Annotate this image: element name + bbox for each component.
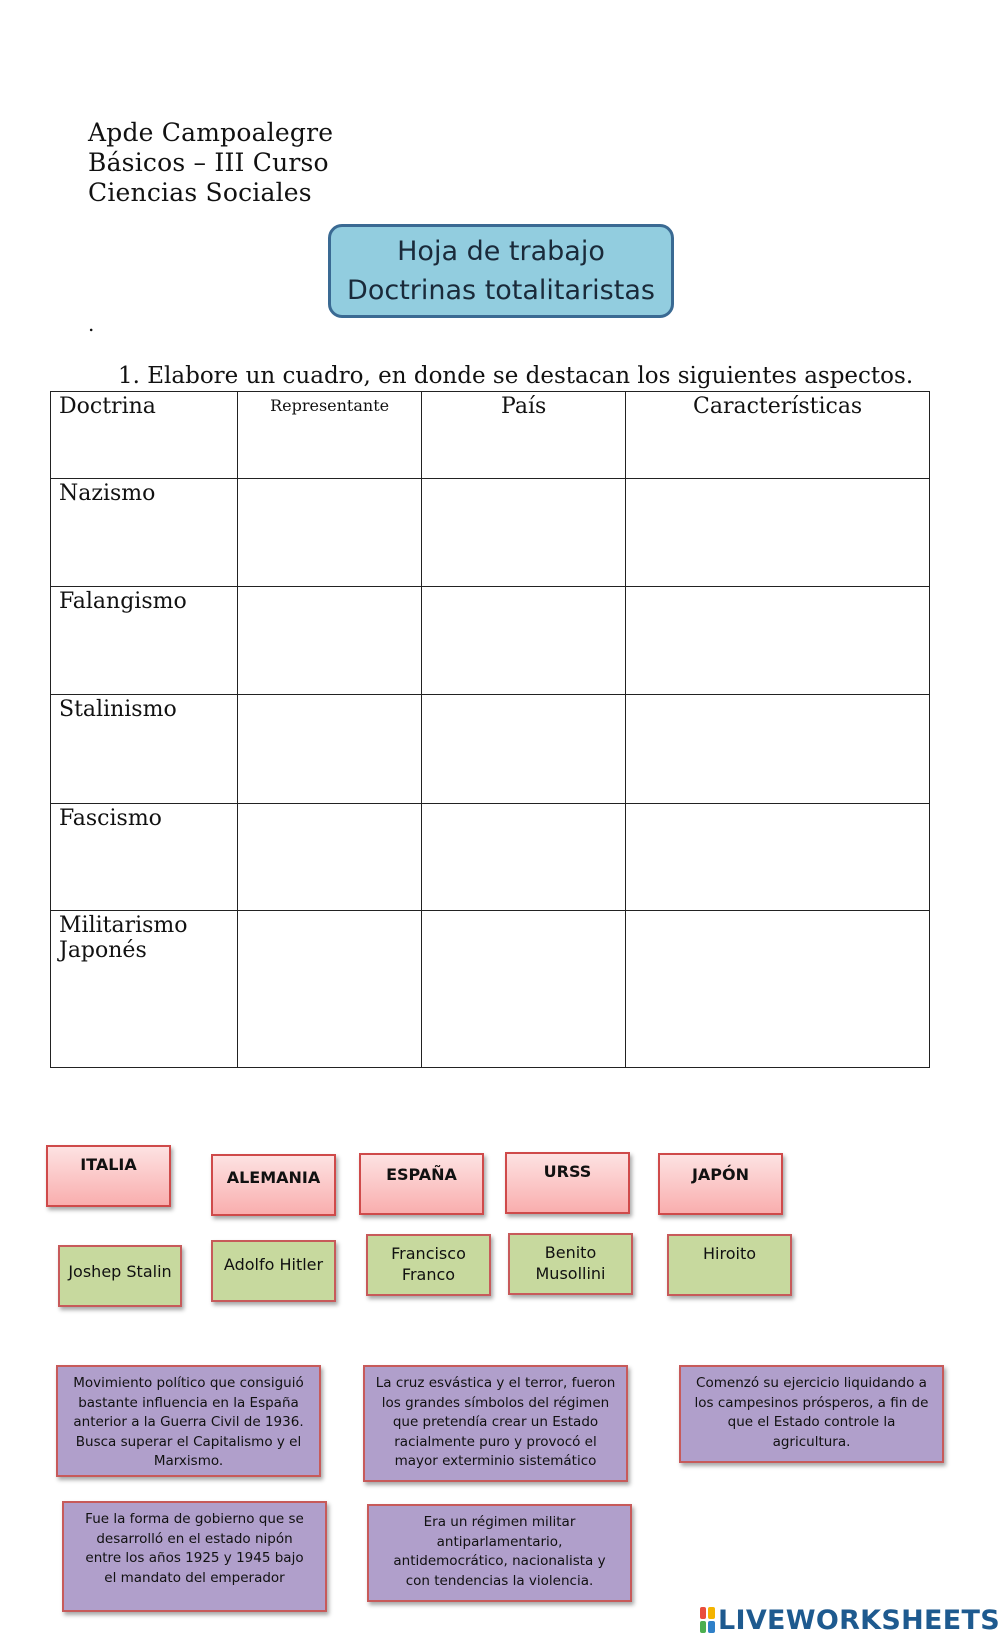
- description-card-stalinismo[interactable]: Comenzó su ejercicio liquidando a los campesinos prósperos, a fin de que el Estado controle la agricultura.: [679, 1365, 944, 1463]
- table-row: [51, 586, 930, 694]
- representative-card-hiroito[interactable]: Hiroito: [667, 1234, 792, 1296]
- characteristics-drop-zone[interactable]: [626, 694, 930, 803]
- representative-card-hitler[interactable]: Adolfo Hitler: [211, 1240, 336, 1302]
- liveworksheets-logo-text: LIVEWORKSHEETS: [717, 1604, 1000, 1636]
- characteristics-drop-zone[interactable]: [626, 586, 930, 694]
- table-row: [51, 910, 930, 1067]
- characteristics-drop-zone[interactable]: [626, 910, 930, 1067]
- table-row: [51, 803, 930, 910]
- representative-card-stalin[interactable]: Joshep Stalin: [58, 1245, 182, 1307]
- description-card-fascismo[interactable]: Era un régimen militar antiparlamentario, antidemocrático, nacionalista y con tendencias la violencia.: [367, 1504, 632, 1602]
- table-row: [51, 478, 930, 586]
- characteristics-drop-zone[interactable]: [626, 803, 930, 910]
- country-card-alemania[interactable]: ALEMANIA: [211, 1154, 336, 1216]
- country-drop-zone[interactable]: [422, 910, 626, 1067]
- doctrine-cell: Stalinismo: [51, 694, 238, 803]
- subject-label: Ciencias Sociales: [88, 178, 312, 207]
- representative-drop-zone[interactable]: [238, 803, 422, 910]
- header-representative: Representante: [238, 392, 422, 479]
- country-drop-zone[interactable]: [422, 694, 626, 803]
- worksheet-subtitle: Doctrinas totalitaristas: [347, 275, 655, 306]
- representative-drop-zone[interactable]: [238, 910, 422, 1067]
- worksheet-title: Hoja de trabajo: [397, 236, 605, 267]
- table-header-row: [51, 392, 930, 479]
- liveworksheets-logo-icon: [700, 1607, 715, 1633]
- grade-label: Básicos – III Curso: [88, 148, 329, 177]
- representative-drop-zone[interactable]: [238, 694, 422, 803]
- instruction-text: 1. Elabore un cuadro, en donde se destacan los siguientes aspectos.: [118, 363, 914, 389]
- liveworksheets-logo: [700, 1602, 1000, 1638]
- representative-drop-zone[interactable]: [238, 586, 422, 694]
- characteristics-drop-zone[interactable]: [626, 478, 930, 586]
- header-country: País: [422, 392, 626, 479]
- worksheet-title-box: [328, 224, 674, 318]
- country-drop-zone[interactable]: [422, 586, 626, 694]
- header-characteristics: Características: [626, 392, 930, 479]
- doctrine-cell: Fascismo: [51, 803, 238, 910]
- description-card-falangismo[interactable]: Movimiento político que consiguió bastante influencia en la España anterior a la Guerra Civil de 1936. Busca superar el Capitalismo y el Marxismo.: [56, 1365, 321, 1477]
- description-card-nazismo[interactable]: La cruz esvástica y el terror, fueron los grandes símbolos del régimen que pretendía crear un Estado racialmente puro y provocó el mayor exterminio sistemático: [363, 1365, 628, 1482]
- country-drop-zone[interactable]: [422, 803, 626, 910]
- representative-drop-zone[interactable]: [238, 478, 422, 586]
- school-name: Apde Campoalegre: [88, 118, 334, 147]
- doctrine-cell: Nazismo: [51, 478, 238, 586]
- doctrine-cell: Militarismo Japonés: [51, 910, 238, 1067]
- doctrine-cell: Falangismo: [51, 586, 238, 694]
- country-card-japon[interactable]: JAPÓN: [658, 1153, 783, 1215]
- representative-card-mussolini[interactable]: Benito Musollini: [508, 1233, 633, 1295]
- table-row: [51, 694, 930, 803]
- stray-dot: .: [88, 312, 95, 336]
- country-card-espana[interactable]: ESPAÑA: [359, 1153, 484, 1215]
- country-card-urss[interactable]: URSS: [505, 1152, 630, 1214]
- country-card-italia[interactable]: ITALIA: [46, 1145, 171, 1207]
- description-card-militarismo[interactable]: Fue la forma de gobierno que se desarrolló en el estado nipón entre los años 1925 y 1945 bajo el mandato del emperador: [62, 1501, 327, 1612]
- doctrine-table: [50, 391, 930, 1068]
- header-doctrine: Doctrina: [51, 392, 238, 479]
- representative-card-franco[interactable]: Francisco Franco: [366, 1234, 491, 1296]
- country-drop-zone[interactable]: [422, 478, 626, 586]
